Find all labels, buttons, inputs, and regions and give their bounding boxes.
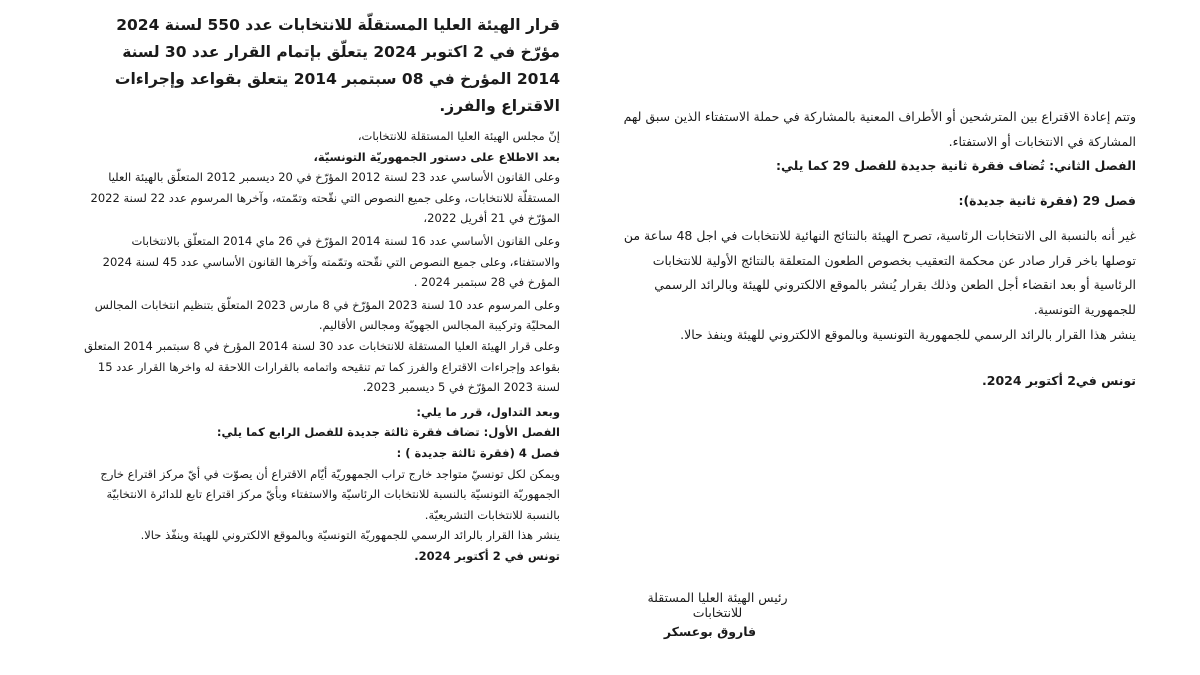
council-intro: إنّ مجلس الهيئة العليا المستقلة للانتخابات، [357, 129, 560, 143]
article-one: الفصل الأول: تضاف فقرة ثالثة جديدة للفصل الرابع كما يلي: [216, 425, 560, 440]
revote-paragraph: وتتم إعادة الاقتراع بين المترشحين أو الأطراف المعنية بالمشاركة في حملة الاستفتاء الذين سبق لهم المشاركة في الانتخابات أو الاستفتاء. [623, 109, 1136, 149]
chapter-29-text: غير أنه بالنسبة الى الانتخابات الرئاسية، تصرح الهيئة بالنتائج النهائية للانتخابات في اجل 48 ساعة من توصلها باخر قرار صادر عن محكمة التعقيب بخصوص الطعون المتعلقة بالنتائج الأولية للانتخابات الرئاسية أو بعد انقضاء أجل الطعن وذلك بقرار يُنشر بالموقع الالكتروني للهيئة وبالرائد الرسمي للجمهورية التونسية. [623, 227, 1136, 317]
chapter-4-heading: فصل 4 (فقرة ثالثة جديدة ) : [396, 445, 560, 460]
publish-statement-2: ينشر هذا القرار بالرائد الرسمي للجمهورية التونسية وبالموقع الالكتروني للهيئة وينفذ حالا. [680, 326, 1136, 342]
chapter-29-heading: فصل 29 (فقرة ثانية جديدة): [958, 193, 1136, 209]
decision-title: قرار الهيئة العليا المستقلّة للانتخابات عدد 550 لسنة 2024 مؤرّخ في 2 اكتوبر 2024 يتعلّق بإتمام القرار عدد 30 لسنة 2014 المؤرخ في 08 سبتمبر 2014 يتعلق بقواعد وإجراءات الاقتراع والفرز. [114, 16, 560, 115]
signatory-title: رئيس الهيئة العليا المستقلة للانتخابات [647, 590, 788, 620]
deliberation-line: وبعد التداول، قرر ما يلي: [416, 404, 560, 419]
preamble-law-2014: وعلى القانون الأساسي عدد 16 لسنة 2014 المؤرّخ في 26 ماي 2014 المتعلّق بالانتخابات والاستفتاء، وعلى جميع النصوص التي نقّحته وتمّمته وآخرها القانون الأساسي عدد 45 لسنة 2024 المؤرخ في 28 سبتمبر 2024 . [102, 233, 560, 290]
preamble-decision-30: وعلى قرار الهيئة العليا المستقلة للانتخابات عدد 30 لسنة 2014 المؤرخ في 8 سبتمبر 2014 المتعلق بقواعد وإجراءات الاقتراع والفرز كما تم تنقيحه واتمامه بالقرارات اللاحقة له واخرها القرار عدد 15 لسنة 2023 المؤرّخ في 5 ديسمبر 2023. [84, 338, 560, 395]
continuation-block [618, 105, 1136, 394]
preamble-constitution: بعد الاطلاع على دستور الجمهوريّة التونسيّة، [313, 149, 560, 164]
preamble-block [82, 126, 560, 566]
preamble-law-2012: وعلى القانون الأساسي عدد 23 لسنة 2012 المؤرّخ في 20 ديسمبر 2012 المتعلّق بالهيئة العليا المستقلّة للانتخابات، وعلى جميع النصوص التي نقّحته وتمّمته، وآخرها المرسوم عدد 22 لسنة 2022 المؤرّخ في 21 أفريل 2022، [90, 170, 560, 226]
decision-date: تونس في 2 أكتوبر 2024. [414, 548, 560, 563]
signatory-name: فاروق بوعسكر [663, 624, 757, 639]
publish-statement: ينشر هذا القرار بالرائد الرسمي للجمهوريّة التونسيّة وبالموقع الالكتروني للهيئة وينفّذ حالا. [140, 528, 560, 543]
decision-date-2: تونس في2 أكتوبر 2024. [982, 373, 1136, 389]
chapter-4-text: ويمكن لكل تونسيّ متواجد خارج تراب الجمهوريّة أيّام الاقتراع أن يصوّت في أيّ مركز اقتراع خارج الجمهوريّة التونسيّة بالنسبة للانتخابات الرئاسيّة والاستفتاء وبأيّ مركز اقتراع تابع للدائرة الانتخابيّة بالنسبة للانتخابات التشريعيّة. [100, 466, 560, 522]
preamble-decree-2023: وعلى المرسوم عدد 10 لسنة 2023 المؤرّخ في 8 مارس 2023 المتعلّق بتنظيم انتخابات المجالس المحليّة وتركيبة المجالس الجهويّة ومجالس الأقاليم. [94, 297, 560, 333]
article-two: الفصل الثاني: تُضاف فقرة ثانية جديدة للفصل 29 كما يلي: [775, 158, 1136, 174]
